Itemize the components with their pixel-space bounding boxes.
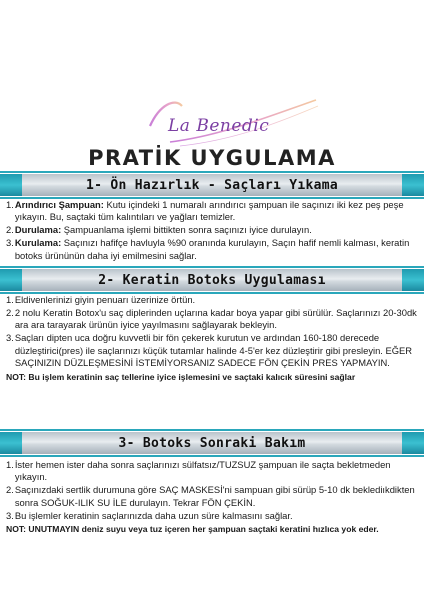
section-1-body (6, 199, 420, 263)
section-1-heading: 1- Ön Hazırlık - Saçları Yıkama (86, 177, 338, 193)
brand-logo-text: La Benedic (168, 116, 270, 136)
section-3-banner (0, 432, 424, 454)
section-1-step: 2. Durulama: Şampuanlama işlemi bittikten sonra saçınızı iyice durulayın. (6, 224, 312, 236)
section-2-banner (0, 269, 424, 291)
section-3-heading: 3- Botoks Sonraki Bakım (118, 435, 306, 451)
page-title: PRATİK UYGULAMA (88, 146, 336, 170)
section-1-step: 3. Kurulama: Saçınızı hafifçe havluyla %90 oranında kurulayın, Saçın hafif nemli kalması, keratin botoks ürününün daha iyi emilmesini sağlar. (6, 237, 410, 261)
section-3-note: NOT: UNUTMAYIN deniz suyu veya tuz içeren her şampuan saçtaki keratini hızlıca yok eder. (6, 524, 379, 535)
section-1-step: 1. Arındırıcı Şampuan: Kutu içindeki 1 numaralı arındırıcı şampuan ile saçınızı iki kez peş peşe yıkayın. Bu, saçtaki tüm kalıntıları ve yağları temizler. (6, 199, 404, 223)
section-2-heading: 2- Keratin Botoks Uygulaması (98, 272, 326, 288)
section-3-step: 2. Saçınızdaki sertlik durumuna göre SAÇ MASKESİ'ni sampuan gibi sürüp 5-10 dk beklediıkdikten sonra SOĞUK-ILIK SU İLE durulayın. Tekrar FÖN ÇEKİN. (6, 484, 415, 508)
section-1-banner (0, 174, 424, 196)
section-3-step: 1. İster hemen ister daha sonra saçlarınızı sülfatsız/TUZSUZ şampuan ile saçta bekletmeden yıkayın. (6, 459, 391, 483)
section-2-step: 1. Eldivenlerinizi giyin penuarı üzerinize örtün. (6, 294, 196, 305)
section-2-step: 2. 2 nolu Keratin Botox'u saç diplerinden uçlarına kadar boya yapar gibi sürülür. Saçlarınızı 20-30dk ara ara tarayarak ürünün iyice yayılmasını sağlayarak bekleyin. (6, 307, 417, 331)
section-2-note: NOT: Bu işlem keratinin saç tellerine iyice işlemesini ve saçtaki kalıcık süresini sağlar (6, 371, 356, 382)
section-2-step: 3. Saçları dipten uca doğru kuvvetli bir fön çekerek kurutun ve ardından 160-180 derecede düzleştirici(pres) ile saçlarınızı küçük tutamlar halinde 4-5'er kez düzleştirir gibi presleyin. EĞER SAÇINIZIN DÜZLEŞMESİNİ İSTEMİYORSANIZ SADECE FÖN ÇEKİN PRES YAPMAYIN. (6, 332, 413, 369)
section-3-step: 3. Bu işlemler keratinin saçlarınızda daha uzun süre kalmasını sağlar. (6, 509, 293, 521)
section-3-body (6, 459, 420, 535)
section-2-body (6, 294, 420, 383)
